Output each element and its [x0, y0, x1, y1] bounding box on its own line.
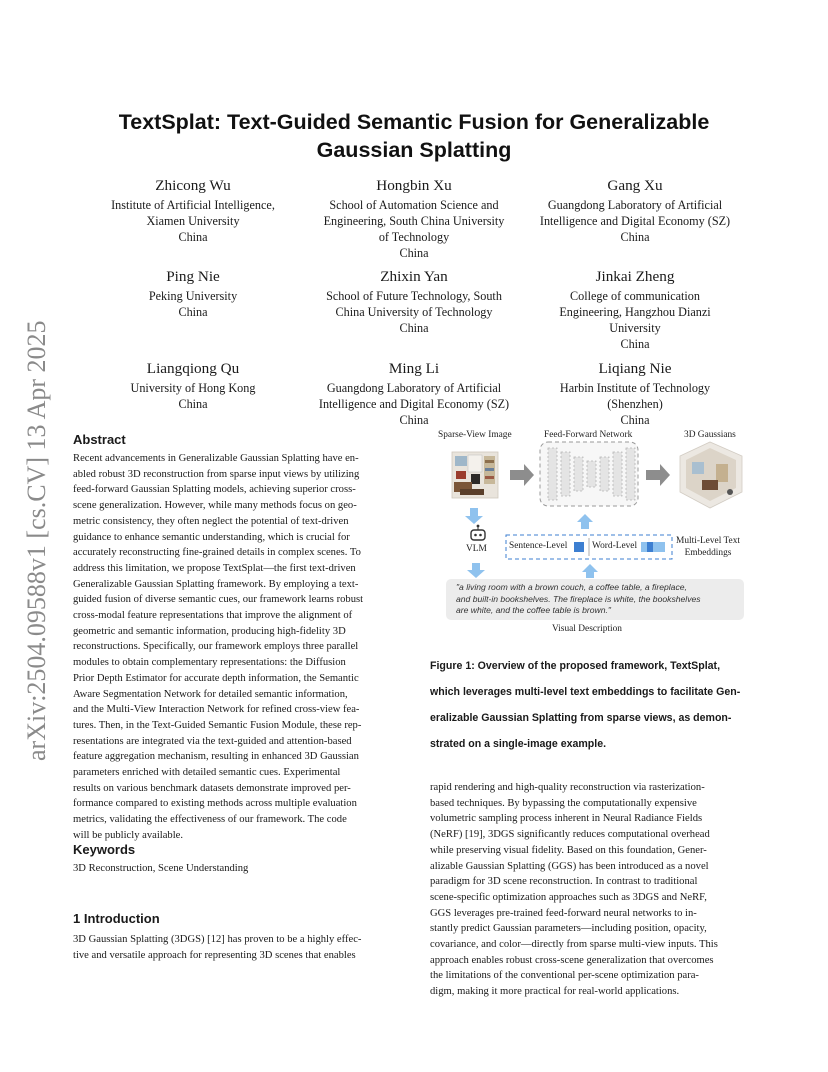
- abstract-line: reconstructions. Specifically, our framework employs three parallel: [73, 641, 359, 653]
- abstract-line: parameters enriched with detailed semantic cues. Experimental: [73, 767, 341, 779]
- abstract-line: abled robust 3D reconstruction from sparse input views by utilizing: [73, 468, 360, 480]
- arrow-vlm-to-description: [467, 563, 485, 578]
- author-block: [86, 175, 300, 245]
- author-name: Ping Nie: [166, 268, 220, 285]
- author-block: [528, 266, 742, 352]
- abstract-line: guidance to enhance semantic understanding, which is crucial for: [73, 531, 350, 543]
- caption-line: which leverages multi-level text embeddings to facilitate Gen-: [430, 685, 741, 698]
- arrow-image-to-vlm: [465, 508, 483, 524]
- abstract-line: cross-modal feature representations that improve the alignment of: [73, 610, 353, 622]
- introduction-line: while preserving visual fidelity. Based on this foundation, Gener-: [430, 844, 707, 856]
- label-visual-description: Visual Description: [552, 624, 622, 634]
- arrow-description-to-embeddings: [582, 564, 598, 578]
- abstract-heading: Abstract: [73, 432, 126, 447]
- author-affiliation-line: of Technology: [378, 230, 450, 244]
- abstract-line: Prior Depth Estimator for accurate depth information, the Semantic: [73, 672, 359, 684]
- author-affiliation-line: Peking University: [148, 289, 238, 303]
- keywords-heading: Keywords: [73, 842, 136, 857]
- introduction-line: covariance, and color—directly from sparse multi-view inputs. This: [430, 939, 718, 951]
- arxiv-id-text: arXiv:2504.09588v1 [cs.CV] 13 Apr 2025: [22, 320, 51, 761]
- author-affiliation-line: Engineering, Hangzhou Dianzi: [559, 305, 711, 319]
- author-affiliation-line: China: [178, 230, 208, 244]
- abstract-line: modules to obtain complementary representations: the Diffusion: [73, 657, 346, 669]
- introduction-line: scene-specific optimization approaches such as 3DGS and NeRF,: [430, 891, 707, 903]
- author-affiliation-line: College of communication: [570, 289, 700, 303]
- abstract-line: formance compared to existing methods across multiple evaluation: [73, 798, 357, 810]
- abstract-line: feed-forward Gaussian Splatting models, achieving superior cross-: [73, 484, 356, 496]
- figure-1-caption: [430, 648, 762, 763]
- abstract-line: tures. Then, in the Text-Guided Semantic Fusion Module, these rep-: [73, 719, 362, 731]
- author-affiliation-line: China: [620, 413, 650, 427]
- arrow-embeddings-to-network: [577, 514, 593, 529]
- abstract-line: guided fusion of diverse semantic cues, our framework learns robust: [73, 594, 364, 606]
- abstract-line: metric consistency, they often neglect the potential of text-driven: [73, 515, 349, 527]
- abstract-line: geometric and semantic information, producing high-fidelity 3D: [73, 625, 346, 637]
- author-affiliation-line: School of Future Technology, South: [326, 289, 502, 303]
- label-multi-level-line-2: Embeddings: [684, 548, 732, 558]
- introduction-left-column: [73, 932, 400, 963]
- introduction-line: GGS leverages pre-trained feed-forward neural networks to in-: [430, 907, 697, 919]
- author-affiliation-line: School of Automation Science and: [329, 198, 499, 212]
- introduction-line: digm, making it more practical for real-world applications.: [430, 986, 680, 998]
- introduction-line: based techniques. By bypassing the computationally expensive: [430, 797, 697, 809]
- introduction-line: approach enables robust cross-scene generalization that overcomes: [430, 954, 714, 966]
- abstract-line: will be publicly available.: [73, 829, 184, 841]
- author-name: Hongbin Xu: [376, 177, 452, 194]
- author-affiliation-line: China: [399, 246, 429, 260]
- author-name: Gang Xu: [607, 177, 663, 194]
- author-affiliation-line: Institute of Artificial Intelligence,: [111, 198, 275, 212]
- author-block: [528, 358, 742, 428]
- abstract-line: Aware Segmentation Network for detailed semantic information,: [73, 688, 348, 700]
- arrow-network-to-gaussians: [646, 464, 670, 486]
- author-name: Jinkai Zheng: [595, 268, 675, 285]
- abstract-line: Generalizable Gaussian Splatting framework. By employing a text-: [73, 578, 359, 590]
- caption-line: strated on a single-image example.: [430, 738, 607, 751]
- author-name: Ming Li: [388, 360, 440, 377]
- gaussians-render: [680, 442, 742, 508]
- visual-description-text: [456, 582, 746, 617]
- caption-line: Figure 1: Overview of the proposed framework, TextSplat,: [430, 659, 721, 672]
- author-name: Liqiang Nie: [598, 360, 672, 377]
- introduction-line: tive and versatile approach for representing 3D scenes that enables: [73, 949, 356, 961]
- abstract-line: accurately reconstructing fine-grained details in complex scenes. To: [73, 547, 361, 559]
- label-vlm: VLM: [466, 544, 487, 554]
- introduction-line: volumetric sampling process inherent in Neural Radiance Fields: [430, 813, 703, 825]
- abstract-line: feature aggregation mechanism, resulting in enhanced 3D Gaussian: [73, 751, 359, 763]
- author-affiliation-line: China: [399, 321, 429, 335]
- word-embedding-blocks: [641, 542, 665, 552]
- author-affiliation-line: University of Hong Kong: [130, 381, 256, 395]
- introduction-line: 3D Gaussian Splatting (3DGS) [12] has proven to be a highly effec-: [73, 934, 362, 945]
- author-affiliation-line: Intelligence and Digital Economy (SZ): [318, 397, 510, 411]
- introduction-right-column: [430, 780, 760, 1000]
- abstract-line: results on various benchmark datasets demonstrate improved per-: [73, 782, 351, 794]
- author-affiliation-line: Guangdong Laboratory of Artificial: [547, 198, 723, 212]
- author-affiliation-line: Intelligence and Digital Economy (SZ): [539, 214, 731, 228]
- author-affiliation-line: China: [178, 397, 208, 411]
- label-sentence-level: Sentence-Level: [509, 541, 568, 551]
- sparse-view-photo: [452, 452, 498, 498]
- label-multi-level-embeddings: [676, 535, 740, 559]
- introduction-line: stantly predict Gaussian parameters—including position, opacity,: [430, 923, 707, 935]
- arxiv-identifier-stamp: [22, 180, 52, 780]
- author-affiliation-line: Engineering, South China University: [323, 214, 505, 228]
- author-affiliation-line: China University of Technology: [335, 305, 493, 319]
- label-sparse-view-image: Sparse-View Image: [438, 430, 512, 440]
- vlm-robot-icon: [471, 525, 485, 540]
- author-name: Liangqiong Qu: [146, 360, 240, 377]
- author-block: [86, 358, 300, 412]
- author-affiliation-line: Xiamen University: [146, 214, 240, 228]
- introduction-line: alizable Gaussian Splatting (GGS) has been introduced as a novel: [430, 860, 709, 872]
- description-line-2: and built-in bookshelves. The fireplace is white, the bookshelves: [456, 593, 701, 604]
- paper-title: TextSplat: Text-Guided Semantic Fusion for Generalizable Gaussian Splatting: [118, 110, 710, 162]
- author-affiliation-line: Harbin Institute of Technology: [559, 381, 711, 395]
- author-block: [307, 175, 521, 261]
- author-block: [86, 266, 300, 320]
- author-affiliation-line: China: [620, 337, 650, 351]
- author-block: [528, 175, 742, 245]
- label-multi-level-line-1: Multi-Level Text: [676, 536, 740, 546]
- abstract-line: and the Multi-View Interaction Network for refined cross-view fea-: [73, 704, 360, 716]
- abstract-line: Recent advancements in Generalizable Gaussian Splatting have en-: [73, 453, 359, 464]
- figure-1: [430, 426, 760, 641]
- author-affiliation-line: (Shenzhen): [607, 397, 663, 411]
- introduction-line: paradigm for 3D scene reconstruction. In contrast to traditional: [430, 876, 698, 888]
- abstract-line: resentations are integrated via the text-guided and attention-based: [73, 735, 352, 747]
- abstract-line: metrics, validating the effectiveness of our framework. The code: [73, 814, 347, 826]
- introduction-line: the limitations of the conventional per-scene optimization para-: [430, 970, 699, 982]
- introduction-line: rapid rendering and high-quality reconstruction via rasterization-: [430, 782, 705, 793]
- introduction-line: (NeRF) [19], 3DGS significantly reduces computational overhead: [430, 829, 710, 841]
- abstract-line: address this limitation, we propose TextSplat—the first text-driven: [73, 562, 356, 574]
- author-affiliation-line: China: [399, 413, 429, 427]
- abstract-body: [73, 451, 400, 844]
- label-feed-forward-network: Feed-Forward Network: [544, 430, 633, 440]
- author-affiliation-line: China: [178, 305, 208, 319]
- author-affiliation-line: Guangdong Laboratory of Artificial: [326, 381, 502, 395]
- label-3d-gaussians: 3D Gaussians: [684, 430, 736, 440]
- introduction-heading: 1 Introduction: [73, 911, 160, 926]
- caption-line: eralizable Gaussian Splatting from sparse views, as demon-: [430, 711, 732, 724]
- author-name: Zhicong Wu: [155, 177, 231, 194]
- description-line-1: "a living room with a brown couch, a coffee table, a fireplace,: [456, 582, 687, 592]
- author-name: Zhixin Yan: [380, 268, 448, 285]
- abstract-line: scene generalization. However, while many methods focus on geo-: [73, 500, 357, 512]
- keywords-text: 3D Reconstruction, Scene Understanding: [73, 863, 249, 874]
- author-affiliation-line: China: [620, 230, 650, 244]
- author-block: [307, 358, 521, 428]
- arrow-image-to-network: [510, 464, 534, 486]
- sentence-embedding-block: [574, 542, 584, 552]
- author-affiliation-line: University: [609, 321, 661, 335]
- description-line-3: are white, and the coffee table is brown.": [456, 605, 611, 615]
- label-word-level: Word-Level: [592, 541, 638, 551]
- author-block: [307, 266, 521, 336]
